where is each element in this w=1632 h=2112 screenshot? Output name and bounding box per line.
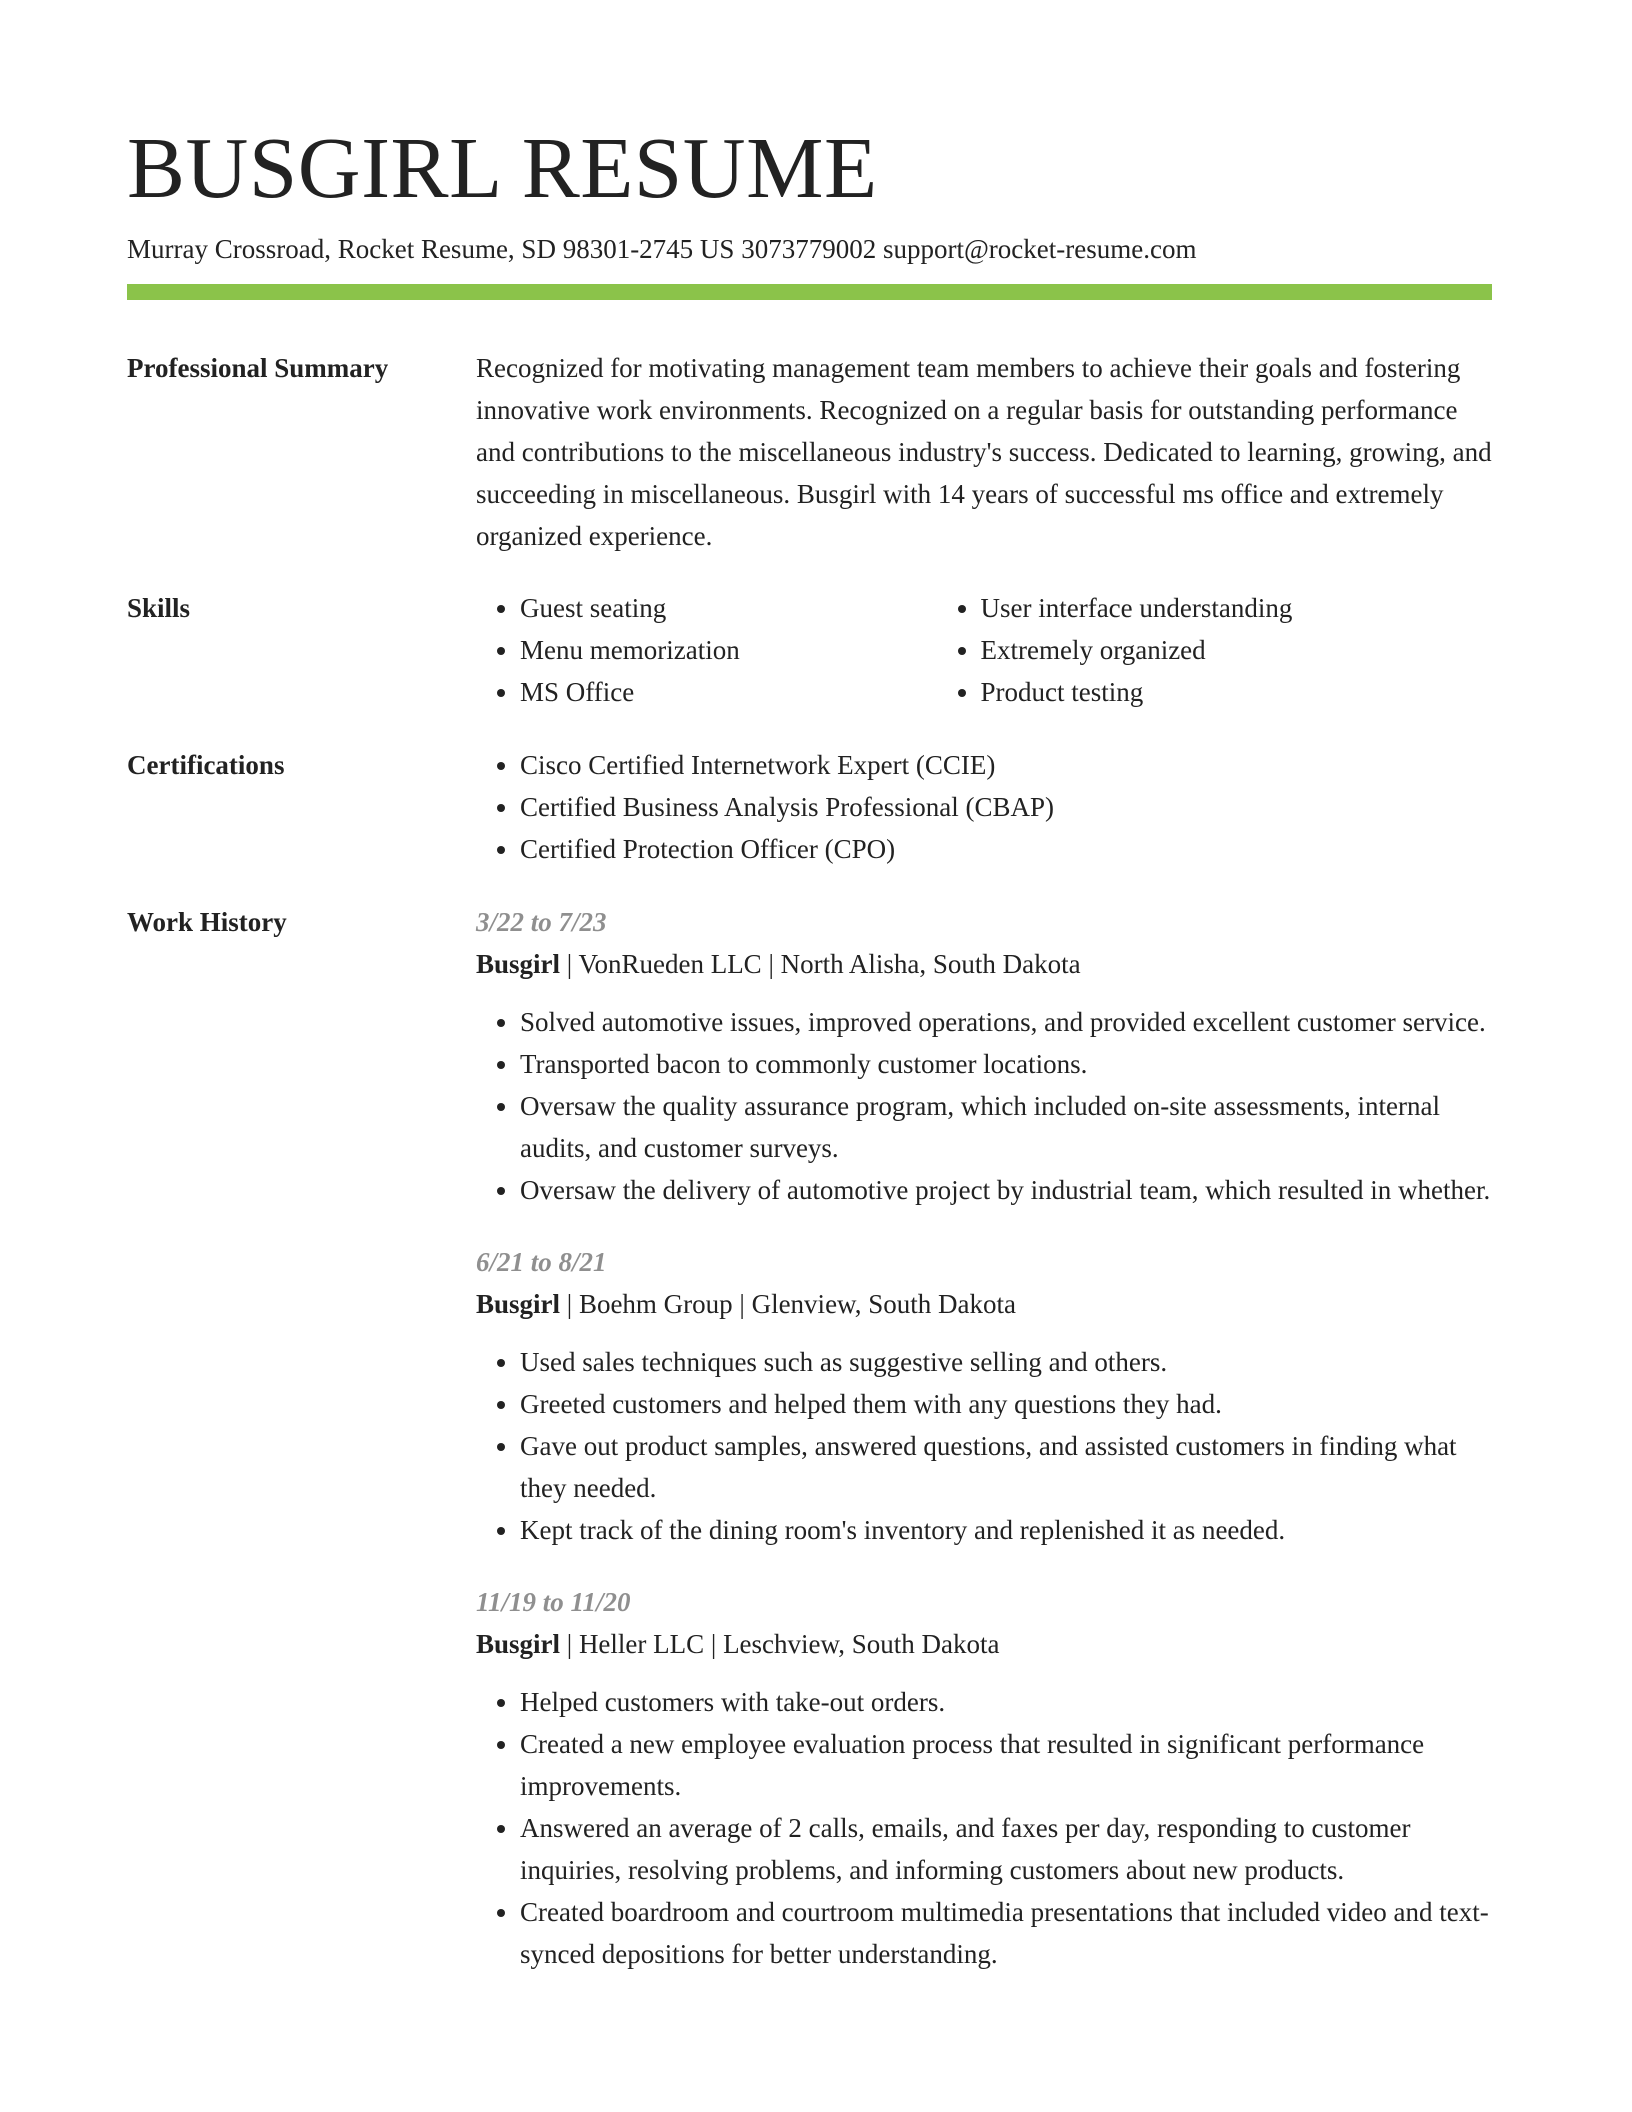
job-location: Leschview, South Dakota xyxy=(723,1629,1000,1659)
job-heading xyxy=(476,1623,1492,1665)
separator: | xyxy=(560,949,579,979)
job-bullet: • Helped customers with take-out orders. xyxy=(520,1681,1492,1723)
job-entry xyxy=(476,1581,1492,1975)
job-dates: 6/21 to 8/21 xyxy=(476,1247,607,1277)
work-history-heading: Work History xyxy=(127,907,287,937)
job-bullet: • Transported bacon to commonly customer locations. xyxy=(520,1043,1492,1085)
skill-item: • User interface understanding xyxy=(981,587,1493,629)
job-title: Busgirl xyxy=(476,1289,561,1319)
separator: | xyxy=(560,1289,579,1319)
skill-item: • MS Office xyxy=(520,671,937,713)
job-bullet: • Gave out product samples, answered questions, and assisted customers in finding what they needed. xyxy=(520,1425,1492,1509)
job-bullet: • Oversaw the quality assurance program, which included on-site assessments, internal audits, and customer surveys. xyxy=(520,1085,1492,1169)
certifications-heading: Certifications xyxy=(127,750,285,780)
skill-item: • Menu memorization xyxy=(520,629,937,671)
job-title: Busgirl xyxy=(476,949,561,979)
summary-section xyxy=(127,347,1492,557)
resume-name: BUSGIRL RESUME xyxy=(127,119,878,216)
certification-item: • Certified Protection Officer (CPO) xyxy=(520,828,1492,870)
separator: | xyxy=(560,1629,579,1659)
skills-body xyxy=(476,587,1492,713)
job-bullets xyxy=(476,1001,1492,1211)
job-bullet: • Solved automotive issues, improved operations, and provided excellent customer service. xyxy=(520,1001,1492,1043)
separator: | xyxy=(704,1629,724,1659)
skill-item: • Guest seating xyxy=(520,587,937,629)
skills-section xyxy=(127,587,1492,717)
job-dates: 11/19 to 11/20 xyxy=(476,1587,631,1617)
job-bullets xyxy=(476,1341,1492,1551)
job-heading xyxy=(476,1283,1492,1325)
job-heading xyxy=(476,943,1492,985)
certifications-list xyxy=(476,744,1492,870)
skills-list-right xyxy=(937,587,1493,713)
job-company: VonRueden LLC xyxy=(578,949,762,979)
certifications-section xyxy=(127,744,1492,874)
summary-text: Recognized for motivating management team members to achieve their goals and fostering innovative work environments. Recognized on a regular basis for outstanding performance and contributions to the miscellaneous industry's success. Dedicated to learning, growing, and succeeding in miscellaneous. Busgirl with 14 years of successful ms office and extremely organized experience. xyxy=(476,353,1492,551)
job-bullet: • Greeted customers and helped them with any questions they had. xyxy=(520,1383,1492,1425)
work-history-section xyxy=(127,901,1492,2081)
job-title: Busgirl xyxy=(476,1629,561,1659)
separator: | xyxy=(732,1289,752,1319)
job-company: Heller LLC xyxy=(578,1629,705,1659)
job-entry xyxy=(476,1241,1492,1551)
job-bullet: • Used sales techniques such as suggestive selling and others. xyxy=(520,1341,1492,1383)
job-bullet: • Answered an average of 2 calls, emails, and faxes per day, responding to customer inquiries, resolving problems, and informing customers about new products. xyxy=(520,1807,1492,1891)
job-bullets xyxy=(476,1681,1492,1975)
skills-list-left xyxy=(476,587,937,713)
certifications-body xyxy=(476,744,1492,870)
skill-item: • Product testing xyxy=(981,671,1493,713)
job-bullet: • Kept track of the dining room's inventory and replenished it as needed. xyxy=(520,1509,1492,1551)
summary-body xyxy=(476,347,1492,557)
certification-item: • Certified Business Analysis Professional (CBAP) xyxy=(520,786,1492,828)
job-entry xyxy=(476,901,1492,1211)
job-bullet: • Created boardroom and courtroom multimedia presentations that included video and text-synced depositions for better understanding. xyxy=(520,1891,1492,1975)
separator: | xyxy=(761,949,781,979)
job-company: Boehm Group xyxy=(578,1289,733,1319)
job-bullet: • Oversaw the delivery of automotive project by industrial team, which resulted in whether. xyxy=(520,1169,1492,1211)
skills-heading: Skills xyxy=(127,593,191,623)
job-location: Glenview, South Dakota xyxy=(751,1289,1017,1319)
job-location: North Alisha, South Dakota xyxy=(780,949,1081,979)
accent-divider xyxy=(127,284,1492,300)
job-bullet: • Created a new employee evaluation process that resulted in significant performance improvements. xyxy=(520,1723,1492,1807)
skill-item: • Extremely organized xyxy=(981,629,1493,671)
job-dates: 3/22 to 7/23 xyxy=(476,907,607,937)
work-history-body xyxy=(476,901,1492,2005)
certification-item: • Cisco Certified Internetwork Expert (CCIE) xyxy=(520,744,1492,786)
resume-header xyxy=(127,118,1492,267)
contact-line: Murray Crossroad, Rocket Resume, SD 98301-2745 US 3073779002 support@rocket-resume.com xyxy=(127,234,1197,264)
summary-heading: Professional Summary xyxy=(127,353,389,383)
